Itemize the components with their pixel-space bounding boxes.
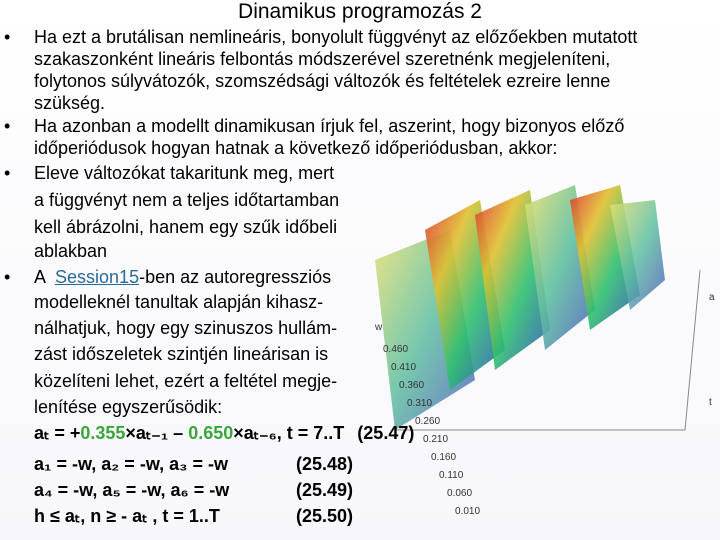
axis-tick-label: 0.260 [415, 416, 441, 427]
equation-ref: (25.48) [296, 454, 354, 474]
axis-tick-label: 0.010 [455, 506, 481, 517]
bullet-4-line-4: zást időszeletek szintjén lineárisan is [34, 344, 329, 364]
bullet-2-line-1: Ha azonban a modellt dinamikusan írjuk fel, aszerint, hogy bizonyos előző [34, 116, 625, 136]
equation-ref: (25.49) [296, 480, 354, 500]
axis-label-a: a [709, 292, 715, 303]
axis-tick-label: 0.460 [383, 344, 409, 355]
bullet-4-line-1 [34, 266, 331, 288]
bullet-3-line-3: kell ábrázolni, hanem egy szűk időbeli [34, 217, 338, 237]
bullet-4-suffix: -ben az autoregressziós [139, 267, 332, 287]
axis-tick-label: 0.410 [391, 362, 417, 373]
bullet-3-line-1: Eleve változókat takaritunk meg, mert [34, 163, 335, 183]
equation-25-49: a₄ = -w, a₅ = -w, a₆ = -w (25.49) [34, 477, 229, 503]
axis-tick-label: 0.160 [431, 452, 457, 463]
axis-tick-label: 0.060 [447, 488, 473, 499]
bullet-4-line-5: közelíteni lehet, ezért a feltétel megje- [34, 371, 338, 391]
bullet-3-line-4: ablakban [34, 241, 108, 261]
axis-tick-label: 0.310 [407, 398, 433, 409]
axis-tick-label: 0.110 [439, 470, 464, 481]
axis-tick-label: 0.210 [423, 434, 449, 445]
bullet-4-line-2: modelleknél tanultak alapján kihasz- [34, 292, 324, 312]
bullet-marker: • [4, 116, 11, 136]
bullet-4-line-3: nálhatjuk, hogy egy szinuszos hullám- [34, 318, 338, 338]
bullet-marker: • [4, 27, 11, 47]
equation-ref: (25.47) [357, 423, 415, 443]
bullet-marker: • [4, 267, 11, 287]
surface-waves [375, 185, 665, 430]
session15-link[interactable]: Session15 [55, 267, 140, 287]
axis-label-t: t [709, 397, 712, 408]
bullet-4-prefix: A [34, 267, 56, 287]
bullet-2-line-2: időperiódusok hogyan hatnak a következő időperiódusban, akkor: [34, 138, 558, 158]
surface-plot-figure [355, 160, 715, 530]
equation-25-50: h ≤ aₜ, n ≥ - aₜ , t = 1..T (25.50) [34, 503, 220, 529]
bullet-4-line-6: lenítése egyszerűsödik: [34, 397, 223, 417]
bullet-1-line-3: folytonos súlyvátozók, szomszédsági változók és feltételek ezreire lenne [34, 71, 611, 91]
equation-25-47: aₜ = +0.355×aₜ₋₁ – 0.650×aₜ₋₆, t = 7..T (25.47) [34, 423, 415, 443]
axis-tick-label: 0.360 [399, 380, 425, 391]
equation-25-48: a₁ = -w, a₂ = -w, a₃ = -w (25.48) [34, 451, 228, 477]
bullet-1-line-1: Ha ezt a brutálisan nemlineáris, bonyolult függvényt az előzőekben mutatott [34, 27, 638, 47]
axis-label-w: w [375, 322, 383, 333]
bullet-1-line-2: szakaszonként lineáris felbontás módszerével szeretnénk megjeleníteni, [34, 49, 611, 69]
bullet-marker: • [4, 163, 11, 183]
equation-ref: (25.50) [296, 506, 354, 526]
slide-title: Dinamikus programozás 2 [238, 0, 482, 23]
axis-side [685, 270, 700, 430]
bullet-1-line-4: szükség. [34, 93, 106, 113]
bullet-3-line-2: a függvényt nem a teljes időtartamban [34, 190, 340, 210]
